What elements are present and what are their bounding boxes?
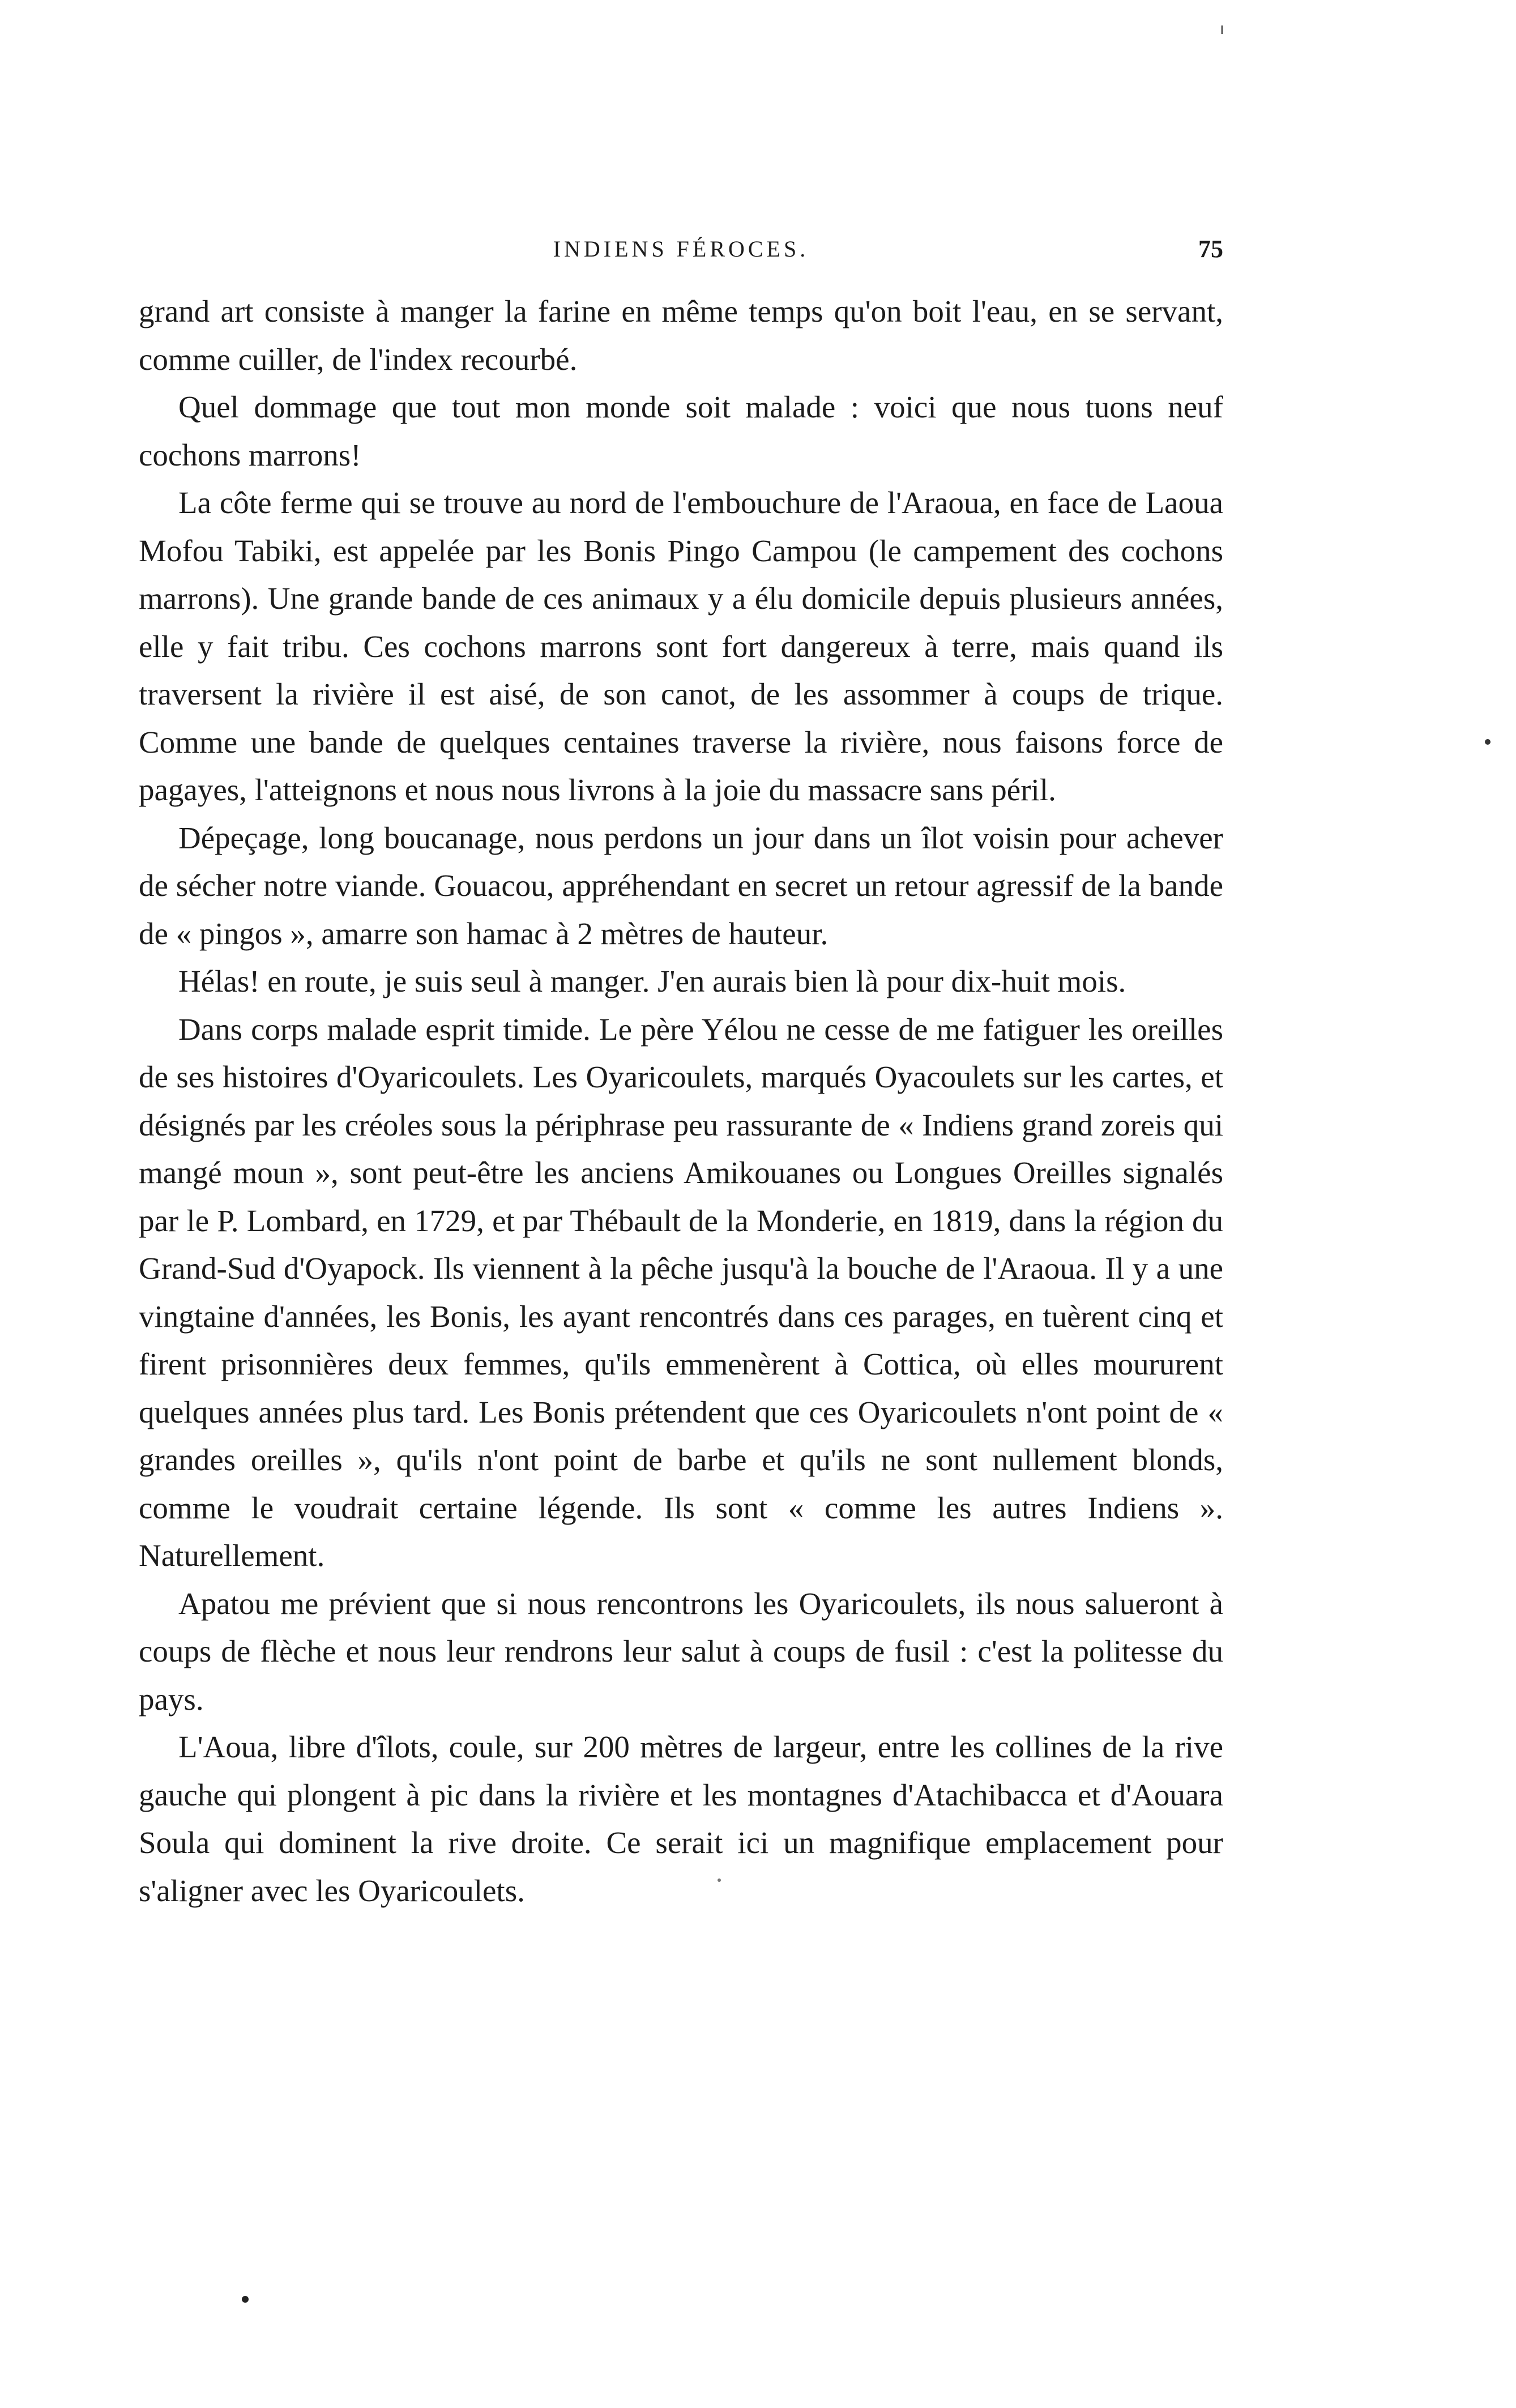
body-text xyxy=(139,288,1223,1915)
paragraph: L'Aoua, libre d'îlots, coule, sur 200 mètres de largeur, entre les collines de la rive gauche qui plongent à pic dans la rivière et les montagnes d'Atachibacca et d'Aouara Soula qui dominent la rive droite. Ce serait ici un magnifique emplacement pour s'aligner avec les Oyaricoulets. xyxy=(139,1730,1223,1908)
paragraph-continued: grand art consiste à manger la farine en même temps qu'on boit l'eau, en se servant, comme cuiller, de l'index recourbé. xyxy=(139,294,1223,377)
scan-speck xyxy=(1485,739,1491,745)
scan-speck xyxy=(242,2296,249,2303)
paragraph: Hélas! en route, je suis seul à manger. J'en aurais bien là pour dix-huit mois. xyxy=(178,964,1126,998)
paragraph: Dépeçage, long boucanage, nous perdons un jour dans un îlot voisin pour achever de sécher notre viande. Gouacou, appréhendant en secret un retour agressif de la bande de « pingos », amarre son hamac à 2 mètres de hauteur. xyxy=(139,820,1223,951)
paragraph: Dans corps malade esprit timide. Le père Yélou ne cesse de me fatiguer les oreilles de ses histoires d'Oyaricoulets. Les Oyaricoulets, marqués Oyacoulets sur les cartes, et désignés par les créoles sous la périphrase peu rassurante de « Indiens grand zoreis qui mangé moun », sont peut-être les anciens Amikouanes ou Longues Oreilles signalés par le P. Lombard, en 1729, et par Thébault de la Monderie, en 1819, dans la région du Grand-Sud d'Oyapock. Ils viennent à la pêche jusqu'à la bouche de l'Araoua. Il y a une vingtaine d'années, les Bonis, les ayant rencontrés dans ces parages, en tuèrent cinq et firent prisonnières deux femmes, qu'ils emmenèrent à Cottica, où elles moururent quelques années plus tard. Les Bonis prétendent que ces Oyaricoulets n'ont point de « grandes oreilles », qu'ils n'ont point de barbe et qu'ils ne sont nullement blonds, comme le voudrait certaine légende. Ils sont « comme les autres Indiens ». Naturellement. xyxy=(139,1011,1223,1573)
paragraph: Quel dommage que tout mon monde soit malade : voici que nous tuons neuf cochons marrons! xyxy=(139,390,1223,472)
page-number: 75 xyxy=(1198,235,1223,263)
running-title: INDIENS FÉROCES. xyxy=(553,236,809,262)
paragraph: La côte ferme qui se trouve au nord de l'embouchure de l'Araoua, en face de Laoua Mofou Tabiki, est appelée par les Bonis Pingo Campou (le campement des cochons marrons). Une grande bande de ces animaux y a élu domicile depuis plusieurs années, elle y fait tribu. Ces cochons marrons sont fort dangereux à terre, mais quand ils traversent la rivière il est aisé, de son canot, de les assommer à coups de trique. Comme une bande de quelques centaines traverse la rivière, nous faisons force de pagayes, l'atteignons et nous nous livrons à la joie du massacre sans péril. xyxy=(139,485,1223,807)
paragraph: Apatou me prévient que si nous rencontrons les Oyaricoulets, ils nous salueront à coups de flèche et nous leur rendrons leur salut à coups de fusil : c'est la politesse du pays. xyxy=(139,1586,1223,1717)
running-head xyxy=(139,229,1223,269)
